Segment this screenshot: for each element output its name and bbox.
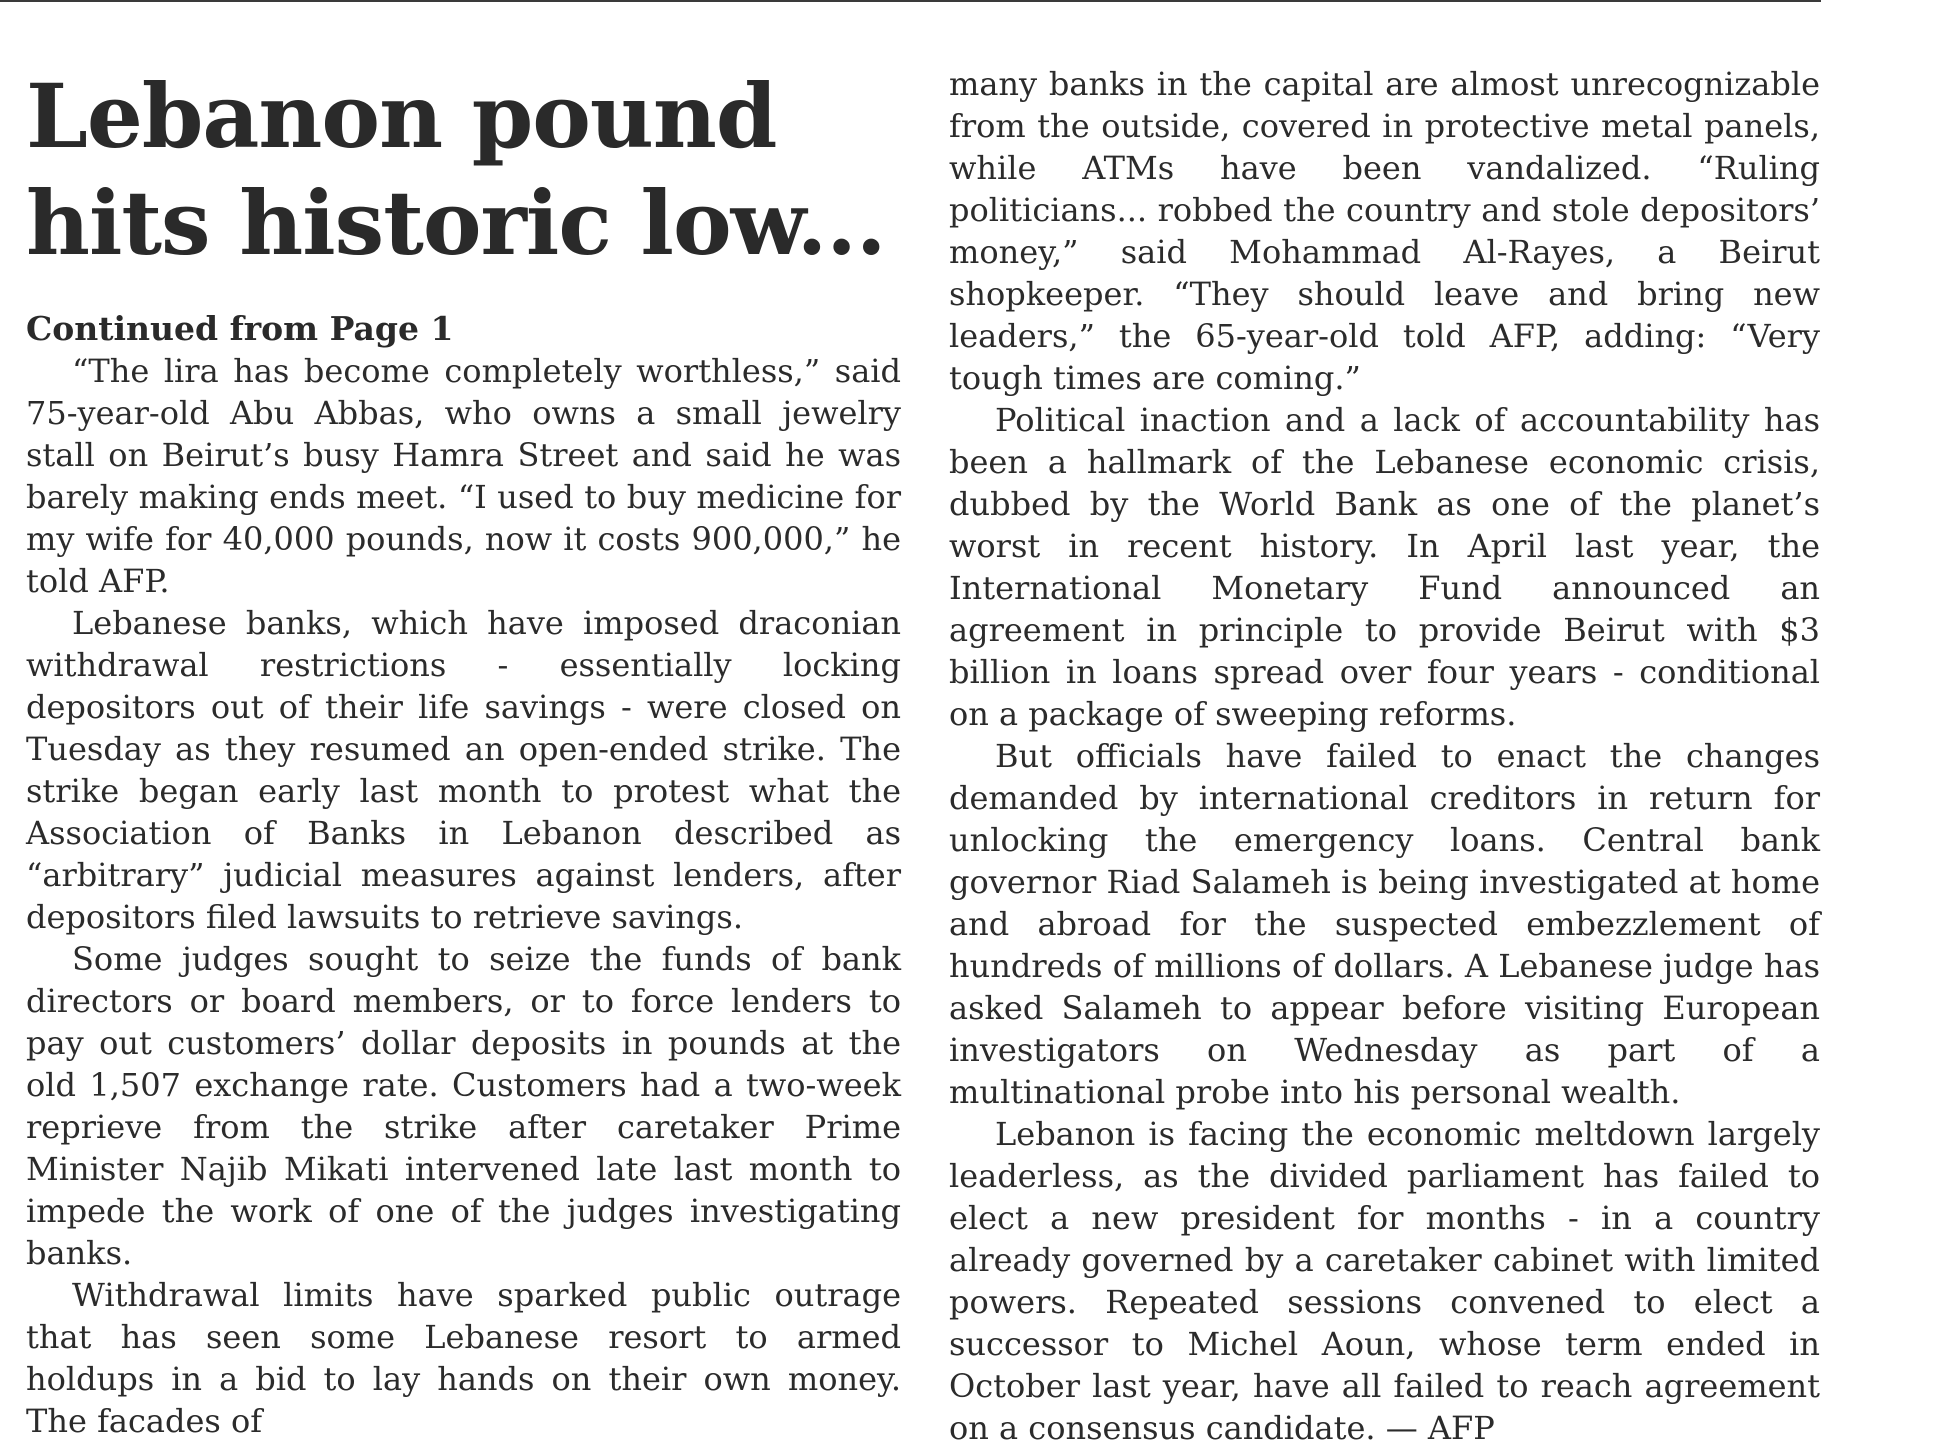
paragraph: Some judges sought to seize the funds of bank directors or board members, or to force lenders to pay out customers’ dollar deposits in pounds at the old 1,507 exchange rate. Customers had a two-week reprieve from the strike after caretaker Prime Minister Najib Mikati intervened late last month to impede the work of one of the judges investigating banks. bbox=[26, 940, 901, 1272]
paragraph: Lebanese banks, which have imposed draconian withdrawal restrictions - essentially locking depositors out of their life savings - were closed on Tuesday as they resumed an open-ended strike. The strike began early last month to protest what the Association of Banks in Lebanon described as “arbitrary” judicial measures against lenders, after depositors filed lawsuits to retrieve savings. bbox=[26, 604, 901, 936]
continued-from-label: Continued from Page 1 bbox=[26, 309, 454, 348]
headline: Lebanon pound hits historic low... bbox=[26, 64, 886, 275]
paragraph: “The lira has become completely worthless,” said 75-year-old Abu Abbas, who owns a small jewelry stall on Beirut’s busy Hamra Street and said he was barely making ends meet. “I used to buy medicine for my wife for 40,000 pounds, now it costs 900,000,” he told AFP. bbox=[26, 352, 901, 600]
paragraph: Withdrawal limits have sparked public outrage that has seen some Lebanese resort to armed holdups in a bid to lay hands on their own money. The facades of bbox=[26, 1276, 901, 1440]
paragraph: Lebanon is facing the economic meltdown largely leaderless, as the divided parliament has failed to elect a new president for months - in a country already governed by a caretaker cabinet with limited powers. Repeated sessions convened to elect a successor to Michel Aoun, whose term ended in October last year, have all failed to reach agreement on a consensus candidate. — AFP bbox=[949, 1115, 1820, 1447]
paragraph-continuation: many banks in the capital are almost unrecognizable from the outside, covered in protective metal panels, while ATMs have been vandalized. “Ruling politicians... robbed the country and stole depositors’ money,” said Mohammad Al-Rayes, a Beirut shopkeeper. “They should leave and bring new leaders,” the 65-year-old told AFP, adding: “Very tough times are coming.” bbox=[949, 65, 1820, 397]
paragraph: But officials have failed to enact the changes demanded by international creditors in return for unlocking the emergency loans. Central bank governor Riad Salameh is being investigated at home and abroad for the suspected embezzlement of hundreds of millions of dollars. A Lebanese judge has asked Salameh to appear before visiting European investigators on Wednesday as part of a multinational probe into his personal wealth. bbox=[949, 737, 1820, 1111]
paragraph: Political inaction and a lack of accountability has been a hallmark of the Lebanese economic crisis, dubbed by the World Bank as one of the planet’s worst in recent history. In April last year, the International Monetary Fund announced an agreement in principle to provide Beirut with $3 billion in loans spread over four years - conditional on a package of sweeping reforms. bbox=[949, 401, 1820, 733]
right-column bbox=[949, 63, 1820, 1449]
left-column bbox=[26, 63, 901, 1442]
top-rule bbox=[0, 0, 1821, 2]
